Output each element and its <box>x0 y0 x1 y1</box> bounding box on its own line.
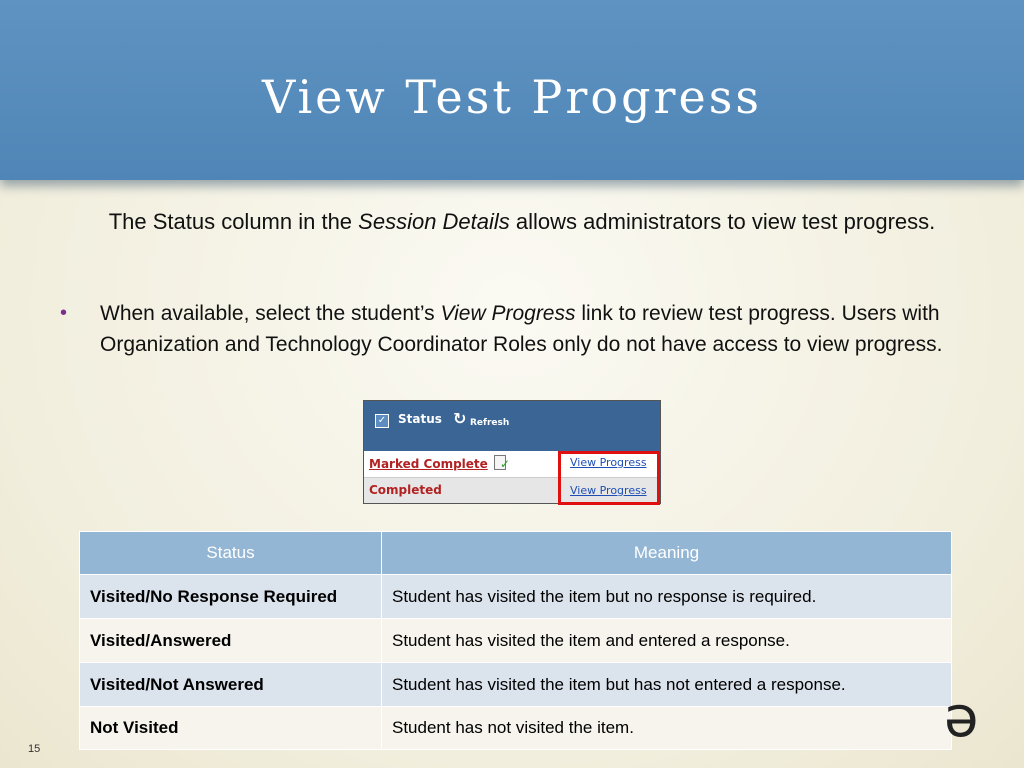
status-cell: Visited/Not Answered <box>80 663 382 707</box>
intro-text-before: The Status column in the <box>108 209 359 234</box>
intro-emphasis: Session Details <box>358 209 510 234</box>
intro-paragraph <box>70 205 974 239</box>
bullet-text-before: When available, select the student’s <box>100 302 441 325</box>
table-header-row <box>80 532 952 575</box>
status-cell: Visited/No Response Required <box>80 575 382 619</box>
screenshot-status-completed: Completed <box>369 483 442 497</box>
logo-fragment-icon: ə <box>944 685 979 750</box>
column-header-status: Status <box>80 532 382 575</box>
bullet-text <box>100 298 970 360</box>
title-banner <box>0 0 1024 180</box>
table-row <box>80 707 952 750</box>
slide-title: View Test Progress <box>262 70 762 124</box>
meaning-cell: Student has visited the item and entered a response. <box>382 619 952 663</box>
slide-number: 15 <box>28 743 41 755</box>
status-cell: Visited/Answered <box>80 619 382 663</box>
status-screenshot <box>363 400 661 504</box>
meaning-cell: Student has visited the item but has not entered a response. <box>382 663 952 707</box>
column-header-meaning: Meaning <box>382 532 952 575</box>
intro-text-after: allows administrators to view test progress. <box>509 209 936 234</box>
screenshot-status-label: Status <box>398 412 442 426</box>
highlight-box <box>558 451 660 505</box>
bullet-emphasis: View Progress <box>440 302 576 325</box>
status-meaning-table <box>79 531 952 750</box>
table-row <box>80 663 952 707</box>
bullet-text-after: link to review test progress. Users with Organization and Technology Coordinator Roles only do not have access to view progress. <box>100 302 943 356</box>
checkbox-icon: ✓ <box>375 414 389 428</box>
screenshot-view-progress-link: View Progress <box>570 456 647 469</box>
bullet-item <box>60 298 970 360</box>
bullet-icon: • <box>60 302 68 324</box>
table-row <box>80 575 952 619</box>
meaning-cell: Student has visited the item but no response is required. <box>382 575 952 619</box>
checkmark-icon: ✓ <box>500 457 511 471</box>
table-row <box>80 619 952 663</box>
screenshot-view-progress-link: View Progress <box>570 484 647 497</box>
screenshot-refresh-label: Refresh <box>470 418 510 428</box>
status-cell: Not Visited <box>80 707 382 750</box>
refresh-icon: ↻ <box>453 409 467 428</box>
screenshot-header <box>364 401 660 451</box>
screenshot-status-marked-complete: Marked Complete <box>369 457 488 471</box>
meaning-cell: Student has not visited the item. <box>382 707 952 750</box>
